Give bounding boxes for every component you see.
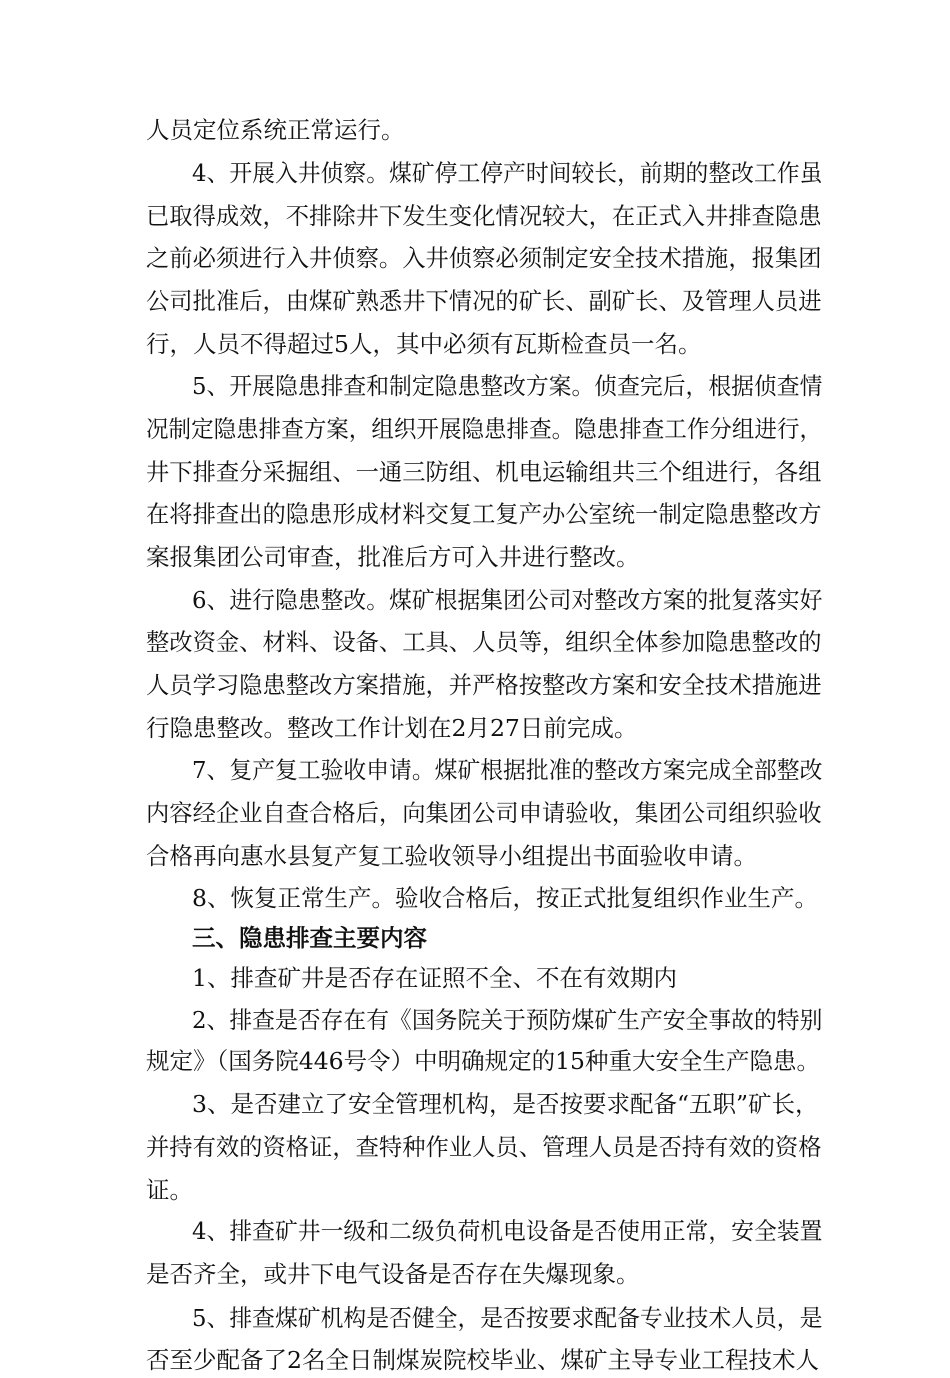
text-line: 6、进行隐患整改。煤矿根据集团公司对整改方案的批复落实好 — [192, 586, 823, 614]
text-line: 否至少配备了2名全日制煤炭院校毕业、煤矿主导专业工程技术人 — [146, 1346, 819, 1374]
text-line: 已取得成效，不排除井下发生变化情况较大，在正式入井排查隐患 — [146, 202, 822, 230]
text-line: 4、开展入井侦察。煤矿停工停产时间较长，前期的整改工作虽 — [192, 159, 823, 187]
text-line: 井下排查分采掘组、一通三防组、机电运输组共三个组进行，各组 — [146, 458, 822, 486]
text-line: 况制定隐患排查方案，组织开展隐患排查。隐患排查工作分组进行， — [146, 415, 823, 443]
text-line: 公司批准后，由煤矿熟悉井下情况的矿长、副矿长、及管理人员进 — [146, 287, 822, 315]
text-line: 行隐患整改。整改工作计划在2月27日前完成。 — [146, 714, 638, 742]
text-line: 3、是否建立了安全管理机构，是否按要求配备“五职”矿长， — [192, 1090, 819, 1118]
text-line: 内容经企业自查合格后，向集团公司申请验收，集团公司组织验收 — [146, 799, 822, 827]
text-line: 8、恢复正常生产。验收合格后，按正式批复组织作业生产。 — [192, 884, 818, 912]
text-line: 是否齐全，或井下电气设备是否存在失爆现象。 — [146, 1260, 640, 1288]
text-line: 整改资金、材料、设备、工具、人员等，组织全体参加隐患整改的 — [146, 628, 822, 656]
text-line: 7、复产复工验收申请。煤矿根据批准的整改方案完成全部整改 — [192, 756, 823, 784]
text-line: 规定》（国务院446号令）中明确规定的15种重大安全生产隐患。 — [146, 1047, 821, 1075]
text-line: 案报集团公司审查，批准后方可入井进行整改。 — [146, 543, 640, 571]
section-heading: 三、隐患排查主要内容 — [192, 924, 427, 952]
text-line: 在将排查出的隐患形成材料交复工复产办公室统一制定隐患整改方 — [146, 500, 822, 528]
text-line: 证。 — [146, 1176, 193, 1204]
text-line: 合格再向惠水县复产复工验收领导小组提出书面验收申请。 — [146, 842, 757, 870]
text-line: 并持有效的资格证，查特种作业人员、管理人员是否持有效的资格 — [146, 1133, 822, 1161]
text-line: 5、排查煤矿机构是否健全，是否按要求配备专业技术人员，是 — [192, 1304, 823, 1332]
text-line: 2、排查是否存在有《国务院关于预防煤矿生产安全事故的特别 — [192, 1006, 823, 1034]
text-line: 5、开展隐患排查和制定隐患整改方案。侦查完后，根据侦查情 — [192, 372, 823, 400]
text-line: 人员学习隐患整改方案措施，并严格按整改方案和安全技术措施进 — [146, 671, 822, 699]
text-line: 行，人员不得超过5人，其中必须有瓦斯检查员一名。 — [146, 330, 702, 358]
text-line: 之前必须进行入井侦察。入井侦察必须制定安全技术措施，报集团 — [146, 244, 822, 272]
text-line: 4、排查矿井一级和二级负荷机电设备是否使用正常，安全装置 — [192, 1217, 823, 1245]
text-line: 人员定位系统正常运行。 — [146, 116, 405, 144]
text-line: 1、排查矿井是否存在证照不全、不在有效期内 — [192, 964, 677, 992]
